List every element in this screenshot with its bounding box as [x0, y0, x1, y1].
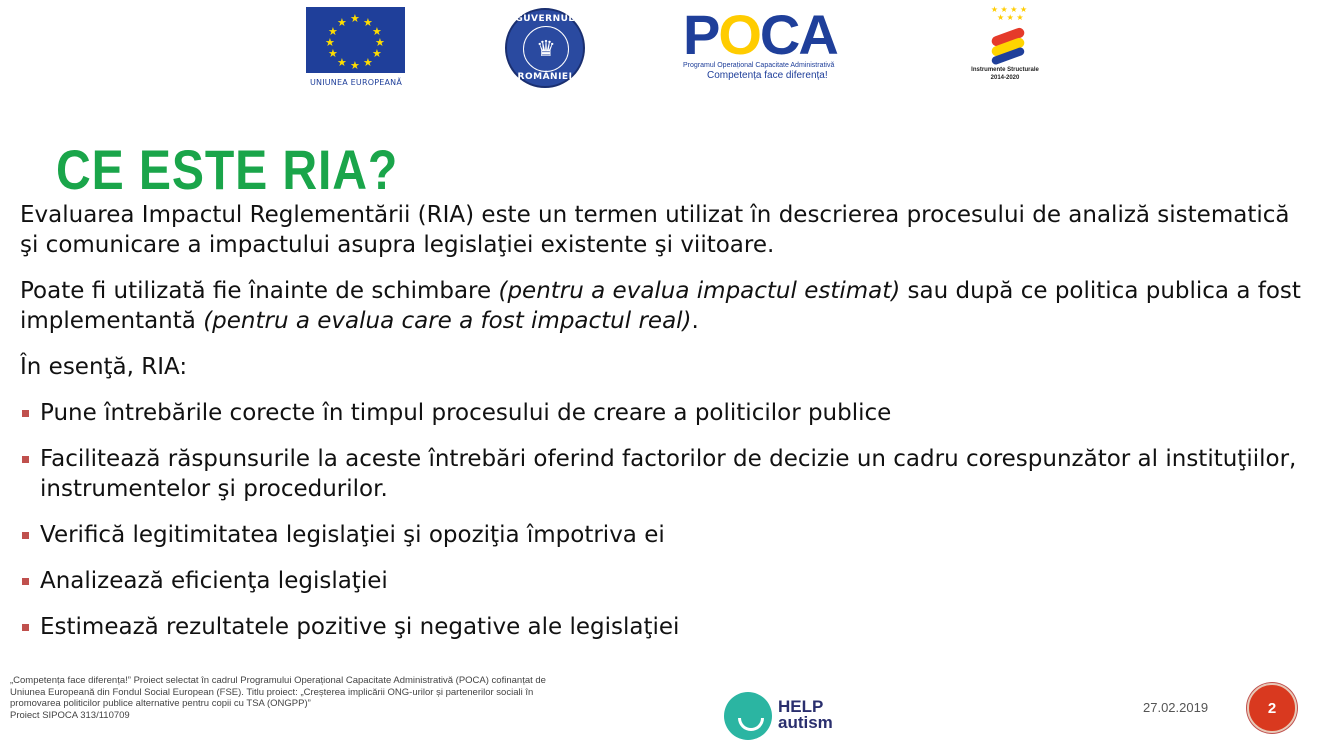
poca-wordmark: POCA — [683, 3, 837, 66]
list-item: Estimează rezultatele pozitive şi negative ale legislaţiei — [20, 612, 1310, 642]
help-logo-word: HELP — [778, 697, 824, 716]
slide-title: CE ESTE RIA? — [56, 138, 399, 201]
usage-paragraph: Poate fi utilizată fie înainte de schimbare (pentru a evalua impactul estimat) sau după ce politica publica a fost implementantă (pentru a evalua care a fost impactul real). — [20, 278, 1301, 334]
gov-seal-top-text: GUVERNUL — [515, 14, 575, 24]
bullet-square-icon — [22, 532, 29, 539]
bullet-square-icon — [22, 578, 29, 585]
logo-bar — [0, 0, 1333, 100]
poca-tagline: Competența face diferența! — [707, 70, 828, 81]
list-item: Pune întrebările corecte în timpul procesului de creare a politicilor publice — [20, 398, 1310, 428]
essence-intro: În esenţă, RIA: — [20, 354, 188, 380]
help-autism-logo — [724, 690, 844, 742]
eagle-icon: ♛ — [523, 26, 569, 72]
poca-subtitle: Programul Operațional Capacitate Administrativă — [683, 62, 835, 69]
slide-body — [20, 200, 1310, 658]
ria-bullet-list — [20, 398, 1310, 642]
list-item: Verifică legitimitatea legislaţiei şi opoziţia împotriva ei — [20, 520, 1310, 550]
autism-logo-word: autism — [778, 713, 833, 732]
instrumente-caption: Instrumente Structurale 2014-2020 — [971, 67, 1039, 81]
list-item: Facilitează răspunsurile la aceste întrebări oferind factorilor de decizie un cadru corespunzător al instituţiilor, instrumentelor şi procedurilor. — [20, 444, 1310, 504]
bullet-square-icon — [22, 456, 29, 463]
slide-page-number: 2 — [1247, 683, 1297, 733]
project-footer-note: „Competența face diferența!” Proiect selectat în cadrul Programului Operațional Capacitate Administrativă (POCA) cofinanțat de Uniunea Europeană din Fondul Social European (FSE). Titlu proiect: „Creșterea implicării ONG-urilor și partenerilor sociali în promovarea politicilor publice alternative pentru copii cu TSA (ONGPP)” Proiect SIPOCA 313/110709 — [10, 675, 546, 721]
gov-seal-bottom-text: ROMÂNIEI — [517, 72, 573, 82]
eu-caption: UNIUNEA EUROPEANĂ — [309, 78, 403, 87]
definition-paragraph: Evaluarea Impactul Reglementării (RIA) este un termen utilizat în descrierea procesului de analiză sistematică şi comunicare a impactului asupra legislaţiei existente şi viitoare. — [20, 202, 1290, 258]
instrumente-structurale-logo — [960, 6, 1050, 82]
eu-flag-icon: ★ ★ ★ ★ ★ ★ ★ ★ ★ ★ ★ ★ — [306, 7, 405, 73]
government-seal-icon — [505, 8, 585, 88]
government-seal-logo — [505, 8, 585, 88]
slide-date: 27.02.2019 — [1143, 700, 1209, 715]
bullet-square-icon — [22, 624, 29, 631]
instrumente-mark-icon: ★ ★ ★ ★ ★ ★ ★ — [975, 6, 1035, 64]
bullet-square-icon — [22, 410, 29, 417]
speech-bubble-icon — [724, 692, 772, 740]
list-item: Analizează eficienţa legislaţiei — [20, 566, 1310, 596]
poca-logo — [683, 3, 869, 81]
eu-logo — [306, 7, 406, 87]
